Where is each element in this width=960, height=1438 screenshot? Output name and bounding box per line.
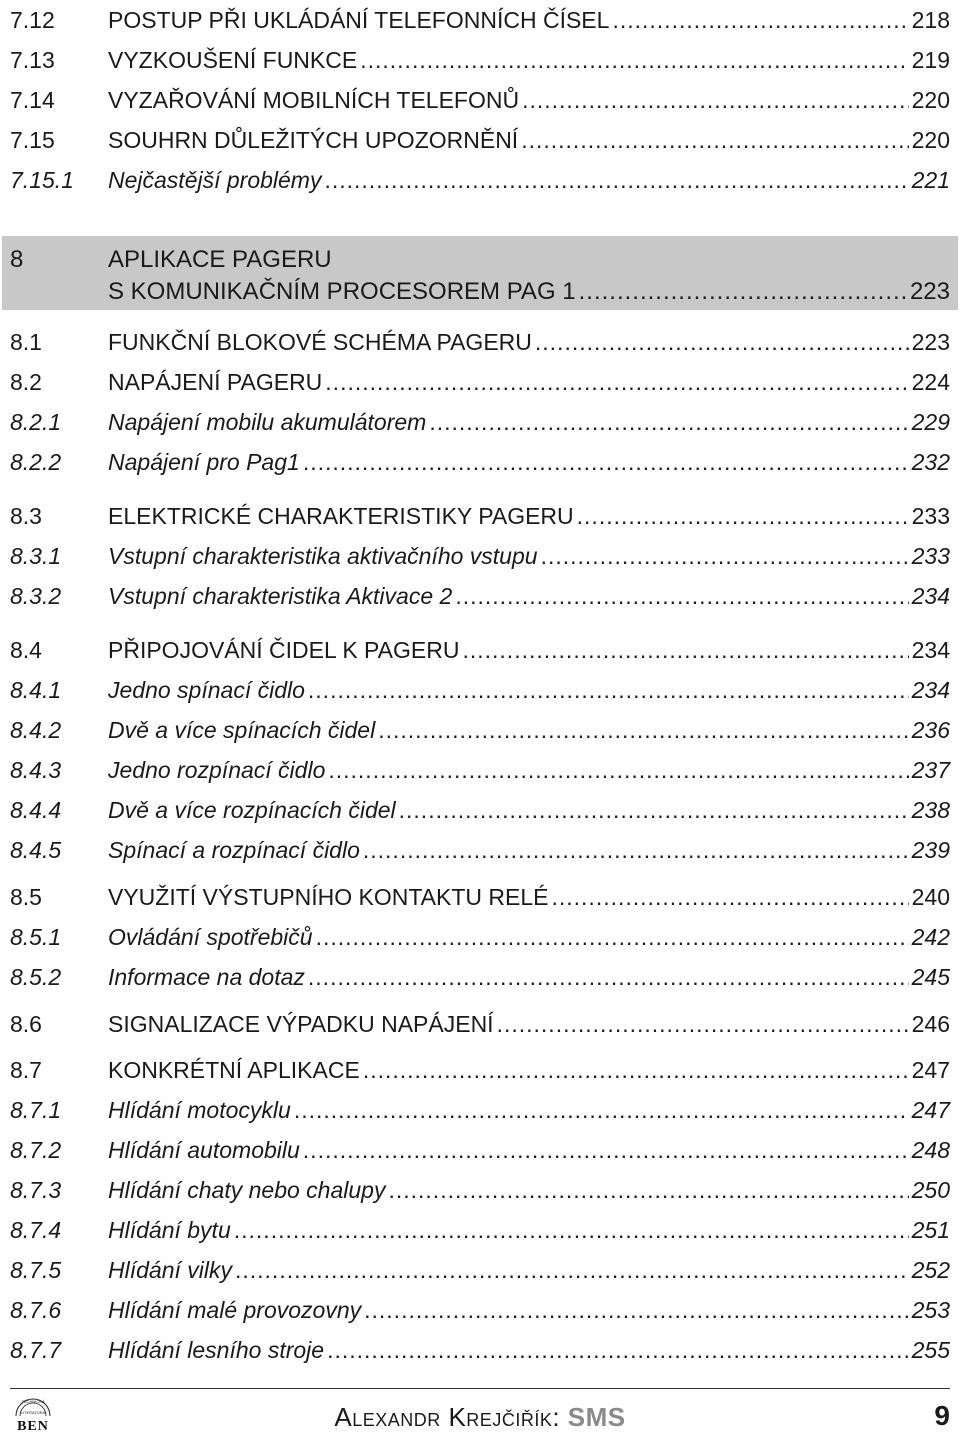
toc-entry-title: Hlídání motocyklu [108,1097,291,1123]
toc-entry-title: Jedno spínací čidlo [108,677,305,703]
toc-entry-number: 8.4.5 [10,837,62,863]
toc-entry[interactable] [0,0,960,40]
page-number: 9 [934,1400,950,1431]
toc-entry-title: VYUŽITÍ VÝSTUPNÍHO KONTAKTU RELÉ [108,884,549,910]
toc-entry-title: ELEKTRICKÉ CHARAKTERISTIKY PAGERU [108,503,574,529]
author-first-name: Alexandr [334,1402,441,1432]
toc-entry-page-number: 238 [911,797,950,823]
toc-entry-number: 7.15 [10,127,55,153]
toc-entry-title: Jedno rozpínací čidlo [108,757,326,783]
toc-entry-page-number: 224 [911,369,950,395]
toc-entry-page-number: 253 [911,1297,950,1323]
toc-entry[interactable] [0,362,960,402]
toc-entry-title: Dvě a více rozpínacích čidel [108,797,396,823]
toc-entry-number: 8.7.4 [10,1217,62,1243]
toc-entry-number: 8.4 [10,637,42,663]
dot-leader [316,917,909,957]
toc-entry-title: Nejčastější problémy [108,167,322,193]
toc-entry-title: Hlídání chaty nebo chalupy [108,1177,386,1203]
toc-entry[interactable] [0,496,960,536]
toc-entry-number: 8.4.1 [10,677,62,703]
svg-text:BEN: BEN [17,1419,49,1434]
toc-entry-page-number: 232 [911,449,950,475]
toc-entry[interactable] [0,877,960,917]
page-footer [0,1380,960,1438]
toc-entry-page-number: 252 [911,1257,950,1283]
toc-entry-title: Hlídání automobilu [108,1137,300,1163]
toc-entry-page-number: 250 [911,1177,950,1203]
dot-leader [324,160,908,200]
toc-entry[interactable] [0,402,960,442]
toc-entry[interactable] [0,917,960,957]
toc-entry-number: 8.4.3 [10,757,62,783]
dot-leader [327,1330,909,1370]
svg-text:LITERATURA: LITERATURA [20,1410,46,1415]
toc-entry[interactable] [0,536,960,576]
toc-entry-title: PŘIPOJOVÁNÍ ČIDEL K PAGERU [108,637,460,663]
toc-entry-page-number: 242 [911,924,950,950]
footer-rule [10,1388,950,1389]
toc-entry-title: Vstupní charakteristika Aktivace 2 [108,583,453,609]
toc-entry-page-number: 220 [911,127,950,153]
toc-entry-page-number: 246 [911,1011,950,1037]
toc-entry-number: 8.7.2 [10,1137,62,1163]
toc-entry-title: Spínací a rozpínací čidlo [108,837,360,863]
toc-entry-title: FUNKČNÍ BLOKOVÉ SCHÉMA PAGERU [108,329,532,355]
toc-entry-number: 8.2.1 [10,409,62,435]
toc-entry-page-number: 237 [911,757,950,783]
dot-leader [303,1130,909,1170]
toc-entry-page-number: 255 [911,1337,950,1363]
toc-entry-number: 8.6 [10,1011,42,1037]
toc-entry-title: KONKRÉTNÍ APLIKACE [108,1057,360,1083]
dot-leader [363,1050,909,1090]
chapter-number: 8 [10,246,24,273]
toc-entry-page-number: 245 [911,964,950,990]
dot-leader [363,830,909,870]
dot-leader [234,1210,909,1250]
toc-entry-page-number: 219 [911,47,950,73]
toc-entry[interactable] [0,80,960,120]
toc-entry-page-number: 251 [911,1217,950,1243]
dot-leader [551,877,908,917]
toc-entry-number: 8.4.2 [10,717,62,743]
toc-entry[interactable] [0,576,960,616]
toc-entry[interactable] [0,1004,960,1044]
toc-entry[interactable] [0,40,960,80]
dot-leader [541,536,909,576]
toc-entry-number: 8.2.2 [10,449,62,475]
toc-entry-number: 8.7.7 [10,1337,62,1363]
toc-entry[interactable] [0,322,960,362]
toc-entry-page-number: 234 [911,637,950,663]
toc-entry-number: 8.1 [10,329,42,355]
chapter-heading[interactable] [2,236,958,310]
dot-leader [364,1290,909,1330]
dot-leader [308,670,909,710]
toc-entry-title: Napájení mobilu akumulátorem [108,409,427,435]
toc-entry[interactable] [0,957,960,997]
toc-entry-page-number: 229 [911,409,950,435]
dot-leader [429,402,908,442]
toc-entry-title: VYZKOUŠENÍ FUNKCE [108,47,358,73]
dot-leader [303,442,909,482]
toc-entry-number: 8.7.5 [10,1257,62,1283]
toc-entry-number: 7.14 [10,87,55,113]
toc-entry-number: 8.2 [10,369,42,395]
book-title: SMS [567,1402,626,1432]
svg-text:TECHNICKÁ: TECHNICKÁ [21,1399,45,1404]
dot-leader [497,1004,909,1044]
dot-leader [235,1250,909,1290]
toc-entry-title: VYZAŘOVÁNÍ MOBILNÍCH TELEFONŮ [108,87,520,113]
toc-entry-number: 8.5.2 [10,964,62,990]
chapter-title-line2: S KOMUNIKAČNÍM PROCESOREM PAG 1 [108,278,576,305]
toc-entry-page-number: 220 [911,87,950,113]
toc-entry[interactable] [0,160,960,200]
author-last-name: Krejčiřík: [448,1402,561,1432]
dot-leader [328,750,908,790]
toc-entry-page-number: 239 [911,837,950,863]
toc-entry-title: Dvě a více spínacích čidel [108,717,376,743]
toc-entry-title: Ovládání spotřebičů [108,924,313,950]
toc-entry[interactable] [0,120,960,160]
dot-leader [612,0,908,40]
chapter-title-line1: APLIKACE PAGERU [108,246,332,273]
toc-entry-title: Informace na dotaz [108,964,305,990]
toc-entry-title: Hlídání lesního stroje [108,1337,325,1363]
toc-entry-page-number: 240 [911,884,950,910]
toc-entry-number: 8.5 [10,884,42,910]
dot-leader [388,1170,908,1210]
dot-leader [378,710,908,750]
toc-entry-number: 8.7.6 [10,1297,62,1323]
toc-entry-number: 7.12 [10,7,55,33]
toc-entry-number: 7.13 [10,47,55,73]
toc-entry-title: Vstupní charakteristika aktivačního vstupu [108,543,538,569]
toc-entry[interactable] [0,1090,960,1130]
toc-entry-page-number: 234 [911,677,950,703]
toc-entry-number: 8.7 [10,1057,42,1083]
dot-leader [535,322,909,362]
toc-entry-page-number: 236 [911,717,950,743]
toc-entry[interactable] [0,710,960,750]
toc-entry[interactable] [0,1330,960,1370]
dot-leader [577,496,909,536]
chapter-page-number: 223 [909,278,950,305]
toc-entry-page-number: 233 [911,503,950,529]
toc-entry-number: 8.7.1 [10,1097,62,1123]
toc-entry-title: SOUHRN DŮLEŽITÝCH UPOZORNĚNÍ [108,127,519,153]
toc-entry-page-number: 248 [911,1137,950,1163]
dot-leader [455,576,908,616]
running-footer-title [0,1402,960,1433]
dot-leader [462,630,908,670]
toc-entry[interactable] [0,1250,960,1290]
toc-entry-number: 8.3 [10,503,42,529]
toc-entry-title: POSTUP PŘI UKLÁDÁNÍ TELEFONNÍCH ČÍSEL [108,7,610,33]
toc-entry[interactable] [0,750,960,790]
toc-entry-number: 7.15.1 [10,167,74,193]
toc-entry-number: 8.7.3 [10,1177,62,1203]
toc-entry[interactable] [0,1170,960,1210]
toc-entry-title: Hlídání bytu [108,1217,231,1243]
dot-leader [399,790,909,830]
toc-entry-page-number: 221 [911,167,950,193]
toc-entry-title: Hlídání malé provozovny [108,1297,362,1323]
toc-entry[interactable] [0,1290,960,1330]
toc-entry-page-number: 218 [911,7,950,33]
dot-leader [360,40,908,80]
dot-leader [325,362,908,402]
toc-entry-page-number: 247 [911,1097,950,1123]
toc-entry-title: Napájení pro Pag1 [108,449,300,475]
toc-entry[interactable] [0,830,960,870]
toc-entry[interactable] [0,790,960,830]
dot-leader [579,274,907,310]
toc-entry-title: NAPÁJENÍ PAGERU [108,369,323,395]
toc-entry-number: 8.5.1 [10,924,62,950]
toc-entry[interactable] [0,670,960,710]
toc-entry-page-number: 247 [911,1057,950,1083]
toc-entry-title: SIGNALIZACE VÝPADKU NAPÁJENÍ [108,1011,494,1037]
toc-entry[interactable] [0,1210,960,1250]
toc-entry[interactable] [0,442,960,482]
toc-entry-page-number: 233 [911,543,950,569]
toc-entry-title: Hlídání vilky [108,1257,232,1283]
dot-leader [294,1090,909,1130]
toc-entry-page-number: 223 [911,329,950,355]
toc-entry-page-number: 234 [911,583,950,609]
dot-leader [521,120,908,160]
toc-entry-number: 8.4.4 [10,797,62,823]
toc-entry[interactable] [0,630,960,670]
toc-entry-number: 8.3.2 [10,583,62,609]
toc-entry[interactable] [0,1050,960,1090]
dot-leader [308,957,909,997]
toc-entry[interactable] [0,1130,960,1170]
dot-leader [522,80,909,120]
toc-entry-number: 8.3.1 [10,543,62,569]
